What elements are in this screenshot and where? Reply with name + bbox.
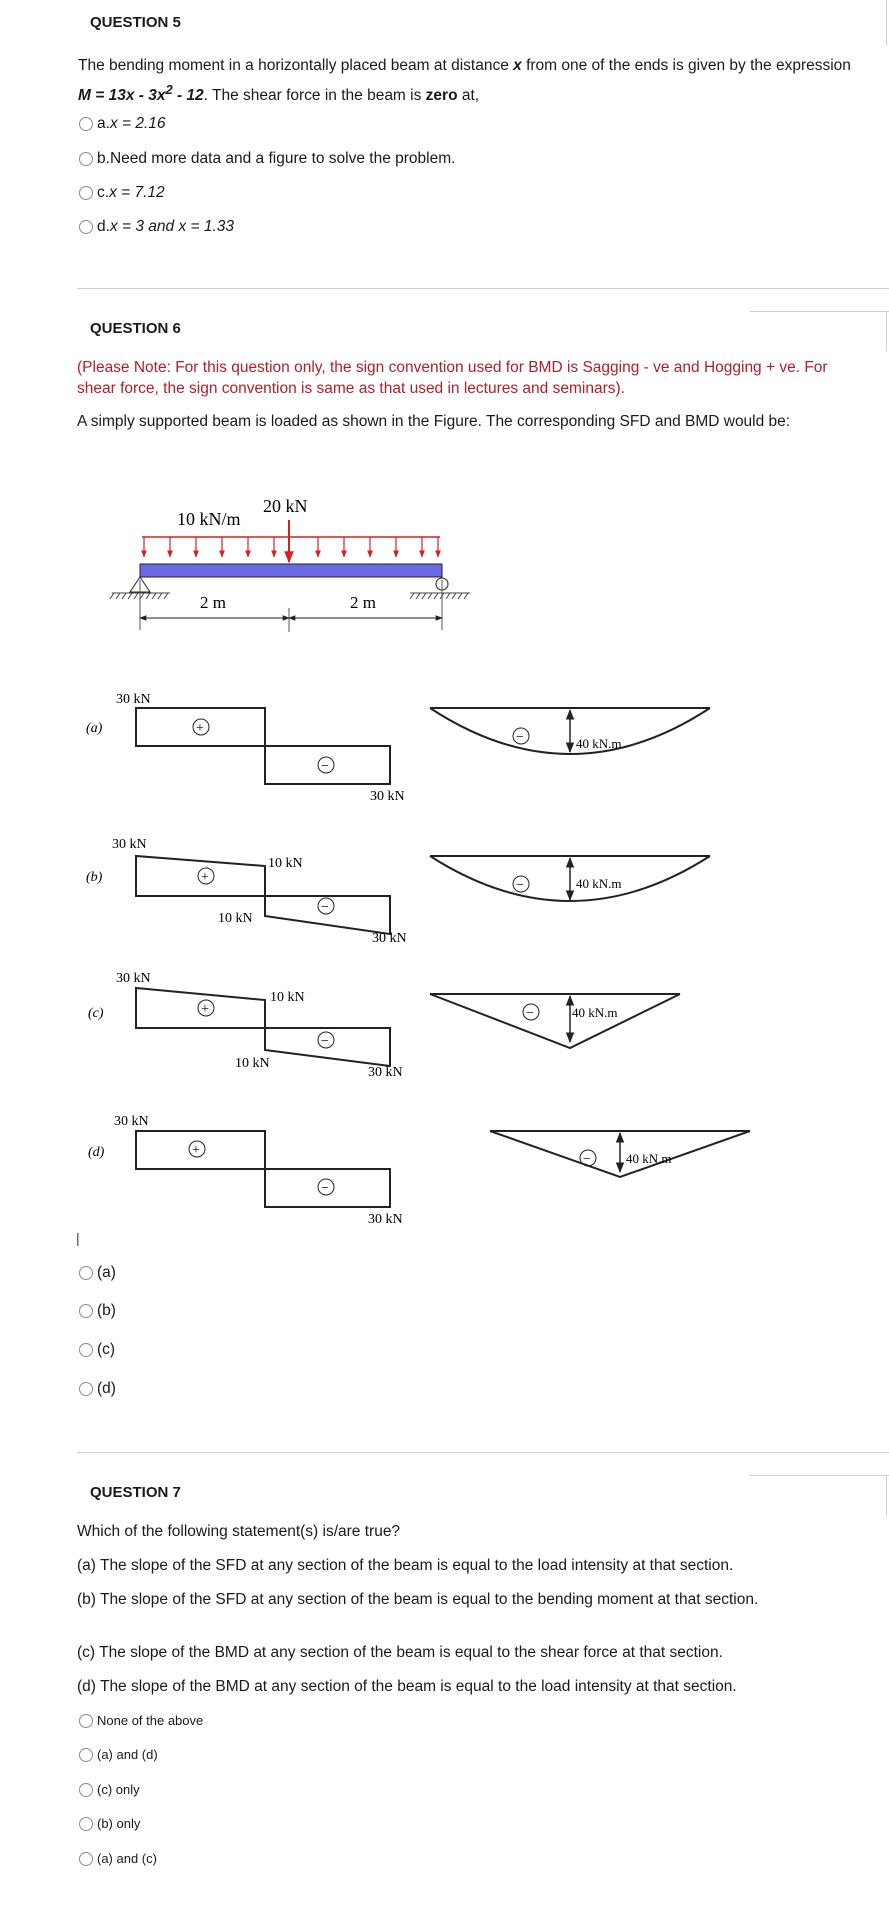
q5-option-d-prefix: d. — [97, 218, 110, 235]
q7-option-a-and-c[interactable] — [79, 1851, 157, 1866]
row-d-sf-top: 30 kN — [114, 1114, 149, 1129]
diagram-row-b — [86, 837, 710, 946]
q7-option-b-only-label: (b) only — [97, 1816, 141, 1831]
q6-option-b-label: (b) — [97, 1302, 116, 1319]
diagram-row-d — [88, 1114, 750, 1227]
row-a-plus: + — [196, 721, 204, 736]
row-b-sf-mid-top: 10 kN — [268, 856, 303, 871]
q5-expression: M = 13x - 3x — [78, 87, 166, 105]
q5-option-c-text: x = 7.12 — [109, 184, 165, 201]
q6-option-c[interactable] — [79, 1341, 115, 1359]
q7-box-edge — [886, 1475, 887, 1515]
q5-var-x: x — [513, 57, 522, 74]
row-c-sf-bottom: 30 kN — [368, 1065, 403, 1080]
q7-option-c-only[interactable] — [79, 1782, 140, 1797]
q7-option-b-only[interactable] — [79, 1816, 140, 1831]
question-6-text: A simply supported beam is loaded as shown in the Figure. The corresponding SFD and BMD would be: — [77, 413, 791, 430]
question-5-title: QUESTION 5 — [90, 14, 181, 31]
q5-text-prefix: The bending moment in a horizontally placed beam at distance — [78, 57, 509, 74]
separator-q5 — [77, 288, 889, 289]
q5-option-a-prefix: a. — [97, 115, 110, 132]
radio-icon[interactable] — [79, 220, 93, 234]
row-b-sf-top: 30 kN — [112, 837, 147, 852]
radio-icon[interactable] — [79, 1266, 93, 1280]
row-c-sf-mid-top: 10 kN — [270, 990, 305, 1005]
q5-text-mid: from one of the ends is given by the expression — [526, 57, 851, 74]
beam-figure — [110, 496, 470, 632]
diagram-row-c — [88, 971, 680, 1080]
row-c-letter: (c) — [88, 1006, 104, 1021]
udl-label: 10 kN/m — [177, 509, 241, 529]
row-a-letter: (a) — [86, 721, 103, 736]
q7-box-top — [750, 1475, 889, 1476]
q6-option-c-label: (c) — [97, 1341, 116, 1358]
q5-option-c-prefix: c. — [97, 184, 110, 201]
radio-icon[interactable] — [79, 1382, 93, 1396]
q7-statement-d: (d) The slope of the BMD at any section of the beam is equal to the load intensity at that section. — [77, 1678, 737, 1695]
row-c-bm: 40 kN.m — [572, 1005, 618, 1020]
row-d-bm-minus: − — [583, 1152, 591, 1167]
row-b-bm-minus: − — [516, 878, 524, 893]
q5-option-b[interactable] — [79, 150, 455, 168]
span-right-label: 2 m — [350, 593, 376, 612]
question-7-text: Which of the following statement(s) is/are true? — [77, 1523, 401, 1540]
row-b-bm: 40 kN.m — [576, 876, 622, 891]
row-b-minus: − — [321, 900, 329, 915]
q6-option-b[interactable] — [79, 1302, 116, 1320]
q5-expression-sup: 2 — [165, 82, 173, 97]
row-d-letter: (d) — [88, 1145, 105, 1160]
radio-icon[interactable] — [79, 1714, 93, 1728]
question-7-title: QUESTION 7 — [90, 1484, 181, 1501]
q5-option-d-text: x = 3 and x = 1.33 — [109, 218, 235, 235]
row-c-sf-mid-bottom: 10 kN — [235, 1056, 270, 1071]
text-cursor-mark: | — [76, 1230, 80, 1246]
row-c-plus: + — [201, 1002, 209, 1017]
row-c-minus: − — [321, 1034, 329, 1049]
row-a-minus: − — [321, 759, 329, 774]
q5-option-b-prefix: b. — [97, 150, 110, 167]
radio-icon[interactable] — [79, 1304, 93, 1318]
row-d-bm: 40 kN.m — [626, 1151, 672, 1166]
question-6-note: (Please Note: For this question only, the sign convention used for BMD is Sagging - ve and Hogging + ve. For shear force, the sign convention is same as that used in lectures and seminars). — [77, 359, 828, 397]
q7-option-c-only-label: (c) only — [97, 1782, 140, 1797]
q6-option-a[interactable] — [79, 1264, 116, 1282]
q5-option-b-text: Need more data and a figure to solve the problem. — [109, 150, 456, 167]
row-c-sf-top: 30 kN — [116, 971, 151, 986]
q5-option-a-text: x = 2.16 — [109, 115, 166, 132]
q7-statement-c: (c) The slope of the BMD at any section of the beam is equal to the shear force at that section. — [77, 1644, 723, 1661]
point-load-label: 20 kN — [263, 496, 308, 516]
row-d-sf-bottom: 30 kN — [368, 1212, 403, 1227]
diagram-row-a — [86, 692, 710, 804]
question-5-text — [78, 54, 858, 108]
question-6-title: QUESTION 6 — [90, 320, 181, 337]
row-b-sf-bottom: 30 kN — [372, 931, 407, 946]
udl-arrows — [144, 537, 438, 557]
q5-option-c[interactable] — [79, 184, 165, 202]
span-left-label: 2 m — [200, 593, 226, 612]
q5-option-a[interactable] — [79, 115, 166, 133]
radio-icon[interactable] — [79, 1748, 93, 1762]
beam — [140, 564, 442, 577]
q5-option-d[interactable] — [79, 218, 234, 236]
q5-zero: zero — [425, 87, 458, 105]
radio-icon[interactable] — [79, 1817, 93, 1831]
radio-icon[interactable] — [79, 186, 93, 200]
q6-option-a-label: (a) — [97, 1264, 116, 1281]
row-a-sf-top: 30 kN — [116, 692, 151, 707]
row-c-bm-minus: − — [526, 1006, 534, 1021]
q5-box-edge — [886, 0, 887, 45]
q5-text-after: . The shear force in the beam is — [203, 87, 422, 105]
row-b-letter: (b) — [86, 870, 103, 885]
q7-statement-a: (a) The slope of the SFD at any section of the beam is equal to the load intensity at that section. — [77, 1557, 734, 1574]
row-d-minus: − — [321, 1181, 329, 1196]
separator-q6 — [77, 1452, 889, 1453]
row-d-plus: + — [192, 1143, 200, 1158]
q7-option-a-and-c-label: (a) and (c) — [97, 1851, 157, 1866]
q7-option-a-and-d-label: (a) and (d) — [97, 1747, 158, 1762]
q5-expression-end: - 12 — [172, 87, 204, 105]
radio-icon[interactable] — [79, 117, 93, 131]
q7-option-a-and-d[interactable] — [79, 1747, 158, 1762]
q5-text-tail: at, — [461, 87, 480, 105]
q7-option-none[interactable] — [79, 1713, 203, 1728]
row-b-sf-mid-bottom: 10 kN — [218, 911, 253, 926]
q6-figure — [70, 480, 830, 1240]
q6-box-edge — [886, 311, 887, 351]
q6-box-top — [750, 311, 889, 312]
row-b-plus: + — [201, 870, 209, 885]
radio-icon[interactable] — [79, 1783, 93, 1797]
q6-option-d[interactable] — [79, 1380, 116, 1398]
row-a-bm: 40 kN.m — [576, 736, 622, 751]
radio-icon[interactable] — [79, 1852, 93, 1866]
row-a-sf-bottom: 30 kN — [370, 789, 405, 804]
radio-icon[interactable] — [79, 152, 93, 166]
q7-option-none-label: None of the above — [97, 1713, 204, 1728]
q7-statement-b: (b) The slope of the SFD at any section of the beam is equal to the bending moment at that section. — [77, 1591, 759, 1608]
q6-option-d-label: (d) — [97, 1380, 116, 1397]
row-a-bm-minus: − — [516, 730, 524, 745]
radio-icon[interactable] — [79, 1343, 93, 1357]
